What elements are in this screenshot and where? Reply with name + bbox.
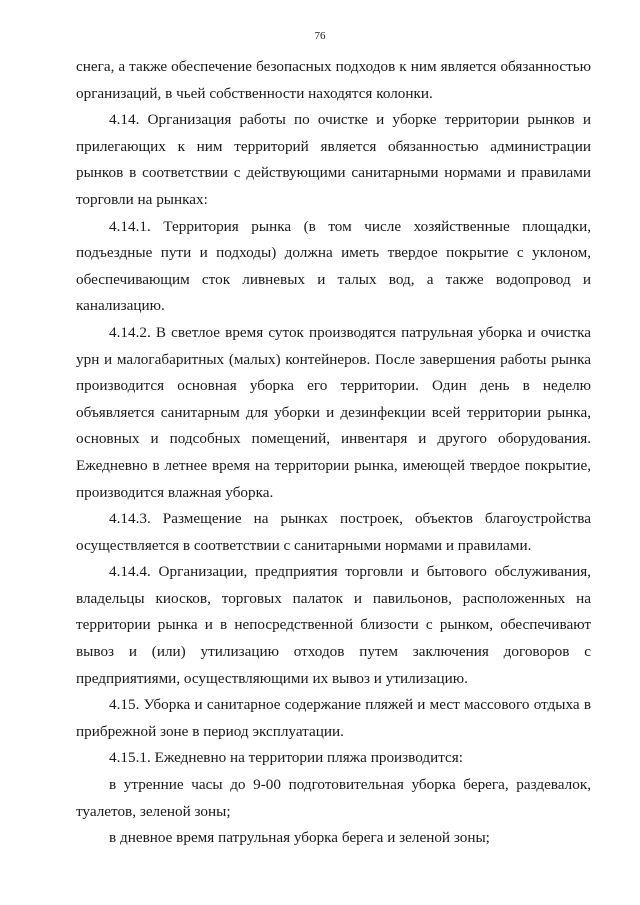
paragraph-4-14-4: 4.14.4. Организации, предприятия торговли и бытового обслуживания, владельцы киосков, торговых палаток и павильонов, расположенных на территории рынка и в непосредственной близости с рынком, обеспечивают вывоз и (или) утилизацию отходов путем заключения договоров с предприятиями, осуществляющими их вывоз и утилизацию. <box>76 563 591 687</box>
paragraph-4-14: 4.14. Организация работы по очистке и уборке территории рынков и прилегающих к ним территорий является обязанностью администрации рынков в соответствии с действующими санитарными нормами и правилами торговли на рынках: <box>76 111 591 208</box>
paragraph-4-15: 4.15. Уборка и санитарное содержание пляжей и мест массового отдыха в прибрежной зоне в период эксплуатации. <box>76 696 591 740</box>
page-number: 76 <box>314 30 326 42</box>
paragraph-4-14-3: 4.14.3. Размещение на рынках построек, объектов благоустройства осуществляется в соответствии с санитарными нормами и правилами. <box>76 510 591 554</box>
paragraph-4-14-1: 4.14.1. Территория рынка (в том числе хозяйственные площадки, подъездные пути и подходы) должна иметь твердое покрытие с уклоном, обеспечивающим сток ливневых и талых вод, а также водопровод и канализацию. <box>76 217 591 315</box>
list-item-daytime-cleaning: в дневное время патрульная уборка берега и зеленой зоны; <box>109 829 490 847</box>
paragraph-4-15-1: 4.15.1. Ежедневно на территории пляжа производится: <box>109 749 464 767</box>
list-item-morning-cleaning: в утренние часы до 9-00 подготовительная уборка берега, раздевалок, туалетов, зеленой зоны; <box>76 776 591 820</box>
paragraph-4-14-2: 4.14.2. В светлое время суток производятся патрульная уборка и очистка урн и малогабаритных (малых) контейнеров. После завершения работы рынка производится основная уборка его территории. Один день в неделю объявляется санитарным для уборки и дезинфекции всей территории рынка, основных и подсобных помещений, инвентаря и другого оборудования. Ежедневно в летнее время на территории рынка, имеющей твердое покрытие, производится влажная уборка. <box>76 323 591 501</box>
paragraph-continuation: снега, а также обеспечение безопасных подходов к ним является обязанностью организаций, в чьей собственности находятся колонки. <box>76 58 591 102</box>
document-body <box>76 54 591 852</box>
